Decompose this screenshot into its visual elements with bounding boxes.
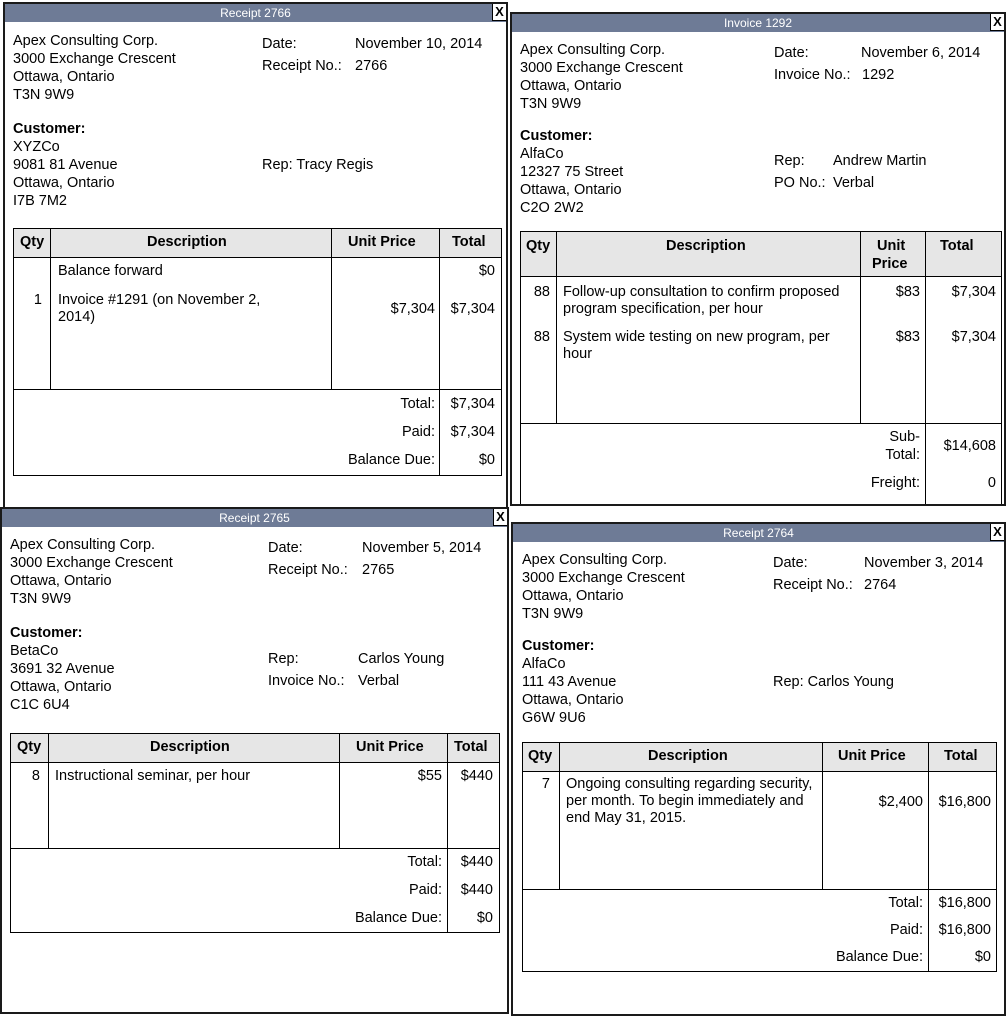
paid-value: $16,800 bbox=[938, 922, 991, 938]
balance-due-label: Balance Due: bbox=[347, 452, 435, 468]
receipt-no-value: 2766 bbox=[355, 58, 388, 74]
receipt-no-label: Receipt No.: bbox=[268, 562, 348, 578]
company-postal: T3N 9W9 bbox=[520, 96, 582, 112]
total-value: $440 bbox=[460, 854, 493, 870]
invoice-no-label: Invoice No.: bbox=[774, 67, 851, 83]
total-value: $7,304 bbox=[450, 396, 495, 412]
company-postal: T3N 9W9 bbox=[13, 87, 75, 103]
customer-street: 111 43 Avenue bbox=[522, 674, 617, 690]
paid-label: Paid: bbox=[408, 882, 442, 898]
company-city: Ottawa, Ontario bbox=[520, 78, 622, 94]
receipt-no-value: 2765 bbox=[362, 562, 395, 578]
company-name: Apex Consulting Corp. bbox=[522, 552, 668, 568]
company-street: 3000 Exchange Crescent bbox=[520, 60, 683, 76]
unit-header: Unit bbox=[877, 238, 906, 254]
company-city: Ottawa, Ontario bbox=[13, 69, 115, 85]
close-button[interactable]: X bbox=[990, 523, 1005, 541]
row-description: Follow-up consultation to confirm proposed program specification, per hour bbox=[563, 284, 840, 317]
customer-city: Ottawa, Ontario bbox=[520, 182, 622, 198]
qty-header: Qty bbox=[528, 748, 553, 764]
row-unit-price: $2,400 bbox=[878, 794, 923, 810]
customer-city: Ottawa, Ontario bbox=[13, 175, 115, 191]
description-header: Description bbox=[150, 739, 230, 755]
customer-name: AlfaCo bbox=[520, 146, 564, 162]
subtotal-value: $14,608 bbox=[943, 438, 996, 454]
row-total: $7,304 bbox=[951, 329, 996, 345]
date-value: November 10, 2014 bbox=[355, 36, 483, 52]
invoice-1292-window bbox=[510, 12, 1006, 506]
customer-city: Ottawa, Ontario bbox=[522, 692, 624, 708]
row-description: Instructional seminar, per hour bbox=[55, 768, 251, 784]
price-header: Price bbox=[872, 256, 908, 272]
qty-header: Qty bbox=[17, 739, 42, 755]
row-qty: 8 bbox=[31, 768, 40, 784]
date-label: Date: bbox=[773, 555, 808, 571]
company-name: Apex Consulting Corp. bbox=[13, 33, 159, 49]
company-postal: T3N 9W9 bbox=[522, 606, 584, 622]
total-header: Total bbox=[944, 748, 978, 764]
customer-postal: C1C 6U4 bbox=[10, 697, 70, 713]
rep: Rep: Carlos Young bbox=[773, 674, 894, 690]
balance-due-label: Balance Due: bbox=[354, 910, 442, 926]
subtotal-label-line1: Sub- bbox=[889, 429, 920, 445]
description-header: Description bbox=[666, 238, 746, 254]
row-unit-price: $7,304 bbox=[390, 301, 435, 317]
window-title: Receipt 2765 bbox=[219, 511, 290, 525]
qty-header: Qty bbox=[526, 238, 551, 254]
rep-value: Carlos Young bbox=[358, 651, 445, 667]
total-header: Total bbox=[452, 234, 486, 250]
invoice-no-label: Invoice No.: bbox=[268, 673, 345, 689]
row-total: $440 bbox=[460, 768, 493, 784]
customer-heading: Customer: bbox=[13, 121, 86, 137]
rep-label: Rep: bbox=[268, 651, 299, 667]
row-qty: 7 bbox=[541, 776, 550, 792]
company-street: 3000 Exchange Crescent bbox=[10, 555, 173, 571]
freight-label: Freight: bbox=[870, 475, 920, 491]
close-button[interactable]: X bbox=[492, 3, 507, 21]
company-postal: T3N 9W9 bbox=[10, 591, 72, 607]
row-total: $7,304 bbox=[450, 301, 495, 317]
row-qty: 1 bbox=[33, 292, 42, 308]
paid-label: Paid: bbox=[401, 424, 435, 440]
receipt-no-label: Receipt No.: bbox=[773, 577, 853, 593]
window-titlebar[interactable] bbox=[5, 4, 506, 22]
paid-value: $440 bbox=[460, 882, 493, 898]
po-no-value: Verbal bbox=[833, 175, 875, 191]
balance-due-value: $0 bbox=[476, 910, 493, 926]
po-no-label: PO No.: bbox=[774, 175, 826, 191]
row-description: Balance forward bbox=[58, 263, 163, 279]
row-description: Invoice #1291 (on November 2, 2014) bbox=[58, 292, 261, 325]
row-description: Ongoing consulting regarding security, per month. To begin immediately and end May 31, 2015. bbox=[566, 776, 813, 826]
unit-price-header: Unit Price bbox=[356, 739, 424, 755]
window-title: Receipt 2766 bbox=[220, 6, 291, 20]
customer-street: 9081 81 Avenue bbox=[13, 157, 118, 173]
window-title: Invoice 1292 bbox=[723, 16, 793, 30]
customer-postal: C2O 2W2 bbox=[520, 200, 584, 216]
customer-street: 3691 32 Avenue bbox=[10, 661, 115, 677]
balance-due-value: $0 bbox=[974, 949, 991, 965]
receipt-2765-window bbox=[0, 507, 509, 1014]
total-value: $16,800 bbox=[938, 895, 991, 911]
invoice-no-value: 1292 bbox=[862, 67, 895, 83]
invoice-no-value: Verbal bbox=[358, 673, 400, 689]
company-name: Apex Consulting Corp. bbox=[10, 537, 156, 553]
receipt-2764-window bbox=[511, 522, 1006, 1016]
customer-postal: G6W 9U6 bbox=[522, 710, 586, 726]
rep: Rep: Tracy Regis bbox=[262, 157, 374, 173]
close-button[interactable]: X bbox=[990, 13, 1005, 31]
total-header: Total bbox=[454, 739, 488, 755]
unit-price-header: Unit Price bbox=[348, 234, 416, 250]
freight-value: 0 bbox=[987, 475, 996, 491]
paid-label: Paid: bbox=[889, 922, 923, 938]
row-unit-price: $83 bbox=[895, 329, 920, 345]
description-header: Description bbox=[147, 234, 227, 250]
customer-city: Ottawa, Ontario bbox=[10, 679, 112, 695]
window-titlebar[interactable] bbox=[513, 524, 1004, 542]
date-value: November 5, 2014 bbox=[362, 540, 482, 556]
row-qty: 88 bbox=[533, 284, 550, 300]
total-label: Total: bbox=[888, 895, 923, 911]
qty-header: Qty bbox=[20, 234, 45, 250]
company-city: Ottawa, Ontario bbox=[522, 588, 624, 604]
total-label: Total: bbox=[407, 854, 442, 870]
balance-due-value: $0 bbox=[478, 452, 495, 468]
customer-name: AlfaCo bbox=[522, 656, 566, 672]
company-name: Apex Consulting Corp. bbox=[520, 42, 666, 58]
window-titlebar[interactable] bbox=[512, 14, 1004, 32]
customer-postal: I7B 7M2 bbox=[13, 193, 67, 209]
row-total: $7,304 bbox=[951, 284, 996, 300]
total-label: Total: bbox=[400, 396, 435, 412]
rep-value: Andrew Martin bbox=[833, 153, 927, 169]
rep-label: Rep: bbox=[774, 153, 805, 169]
company-street: 3000 Exchange Crescent bbox=[13, 51, 176, 67]
unit-price-header: Unit Price bbox=[838, 748, 906, 764]
customer-heading: Customer: bbox=[520, 128, 593, 144]
subtotal-label-line2: Total: bbox=[885, 447, 920, 463]
balance-due-label: Balance Due: bbox=[835, 949, 923, 965]
customer-heading: Customer: bbox=[522, 638, 595, 654]
window-title: Receipt 2764 bbox=[723, 526, 794, 540]
receipt-2766-window bbox=[3, 2, 508, 510]
row-description: System wide testing on new program, per hour bbox=[563, 329, 830, 362]
total-header: Total bbox=[940, 238, 974, 254]
date-label: Date: bbox=[262, 36, 297, 52]
company-city: Ottawa, Ontario bbox=[10, 573, 112, 589]
date-value: November 6, 2014 bbox=[861, 45, 981, 61]
close-button[interactable]: X bbox=[493, 508, 508, 526]
date-label: Date: bbox=[774, 45, 809, 61]
window-titlebar[interactable] bbox=[2, 509, 507, 527]
line-items-table bbox=[10, 733, 500, 933]
customer-street: 12327 75 Street bbox=[520, 164, 624, 180]
receipt-no-value: 2764 bbox=[864, 577, 897, 593]
row-unit-price: $55 bbox=[417, 768, 442, 784]
customer-heading: Customer: bbox=[10, 625, 83, 641]
customer-name: BetaCo bbox=[10, 643, 59, 659]
customer-name: XYZCo bbox=[13, 139, 60, 155]
date-value: November 3, 2014 bbox=[864, 555, 984, 571]
row-qty: 88 bbox=[533, 329, 550, 345]
paid-value: $7,304 bbox=[450, 424, 495, 440]
receipt-no-label: Receipt No.: bbox=[262, 58, 342, 74]
row-unit-price: $83 bbox=[895, 284, 920, 300]
date-label: Date: bbox=[268, 540, 303, 556]
company-street: 3000 Exchange Crescent bbox=[522, 570, 685, 586]
row-total: $0 bbox=[478, 263, 495, 279]
description-header: Description bbox=[648, 748, 728, 764]
row-total: $16,800 bbox=[938, 794, 991, 810]
